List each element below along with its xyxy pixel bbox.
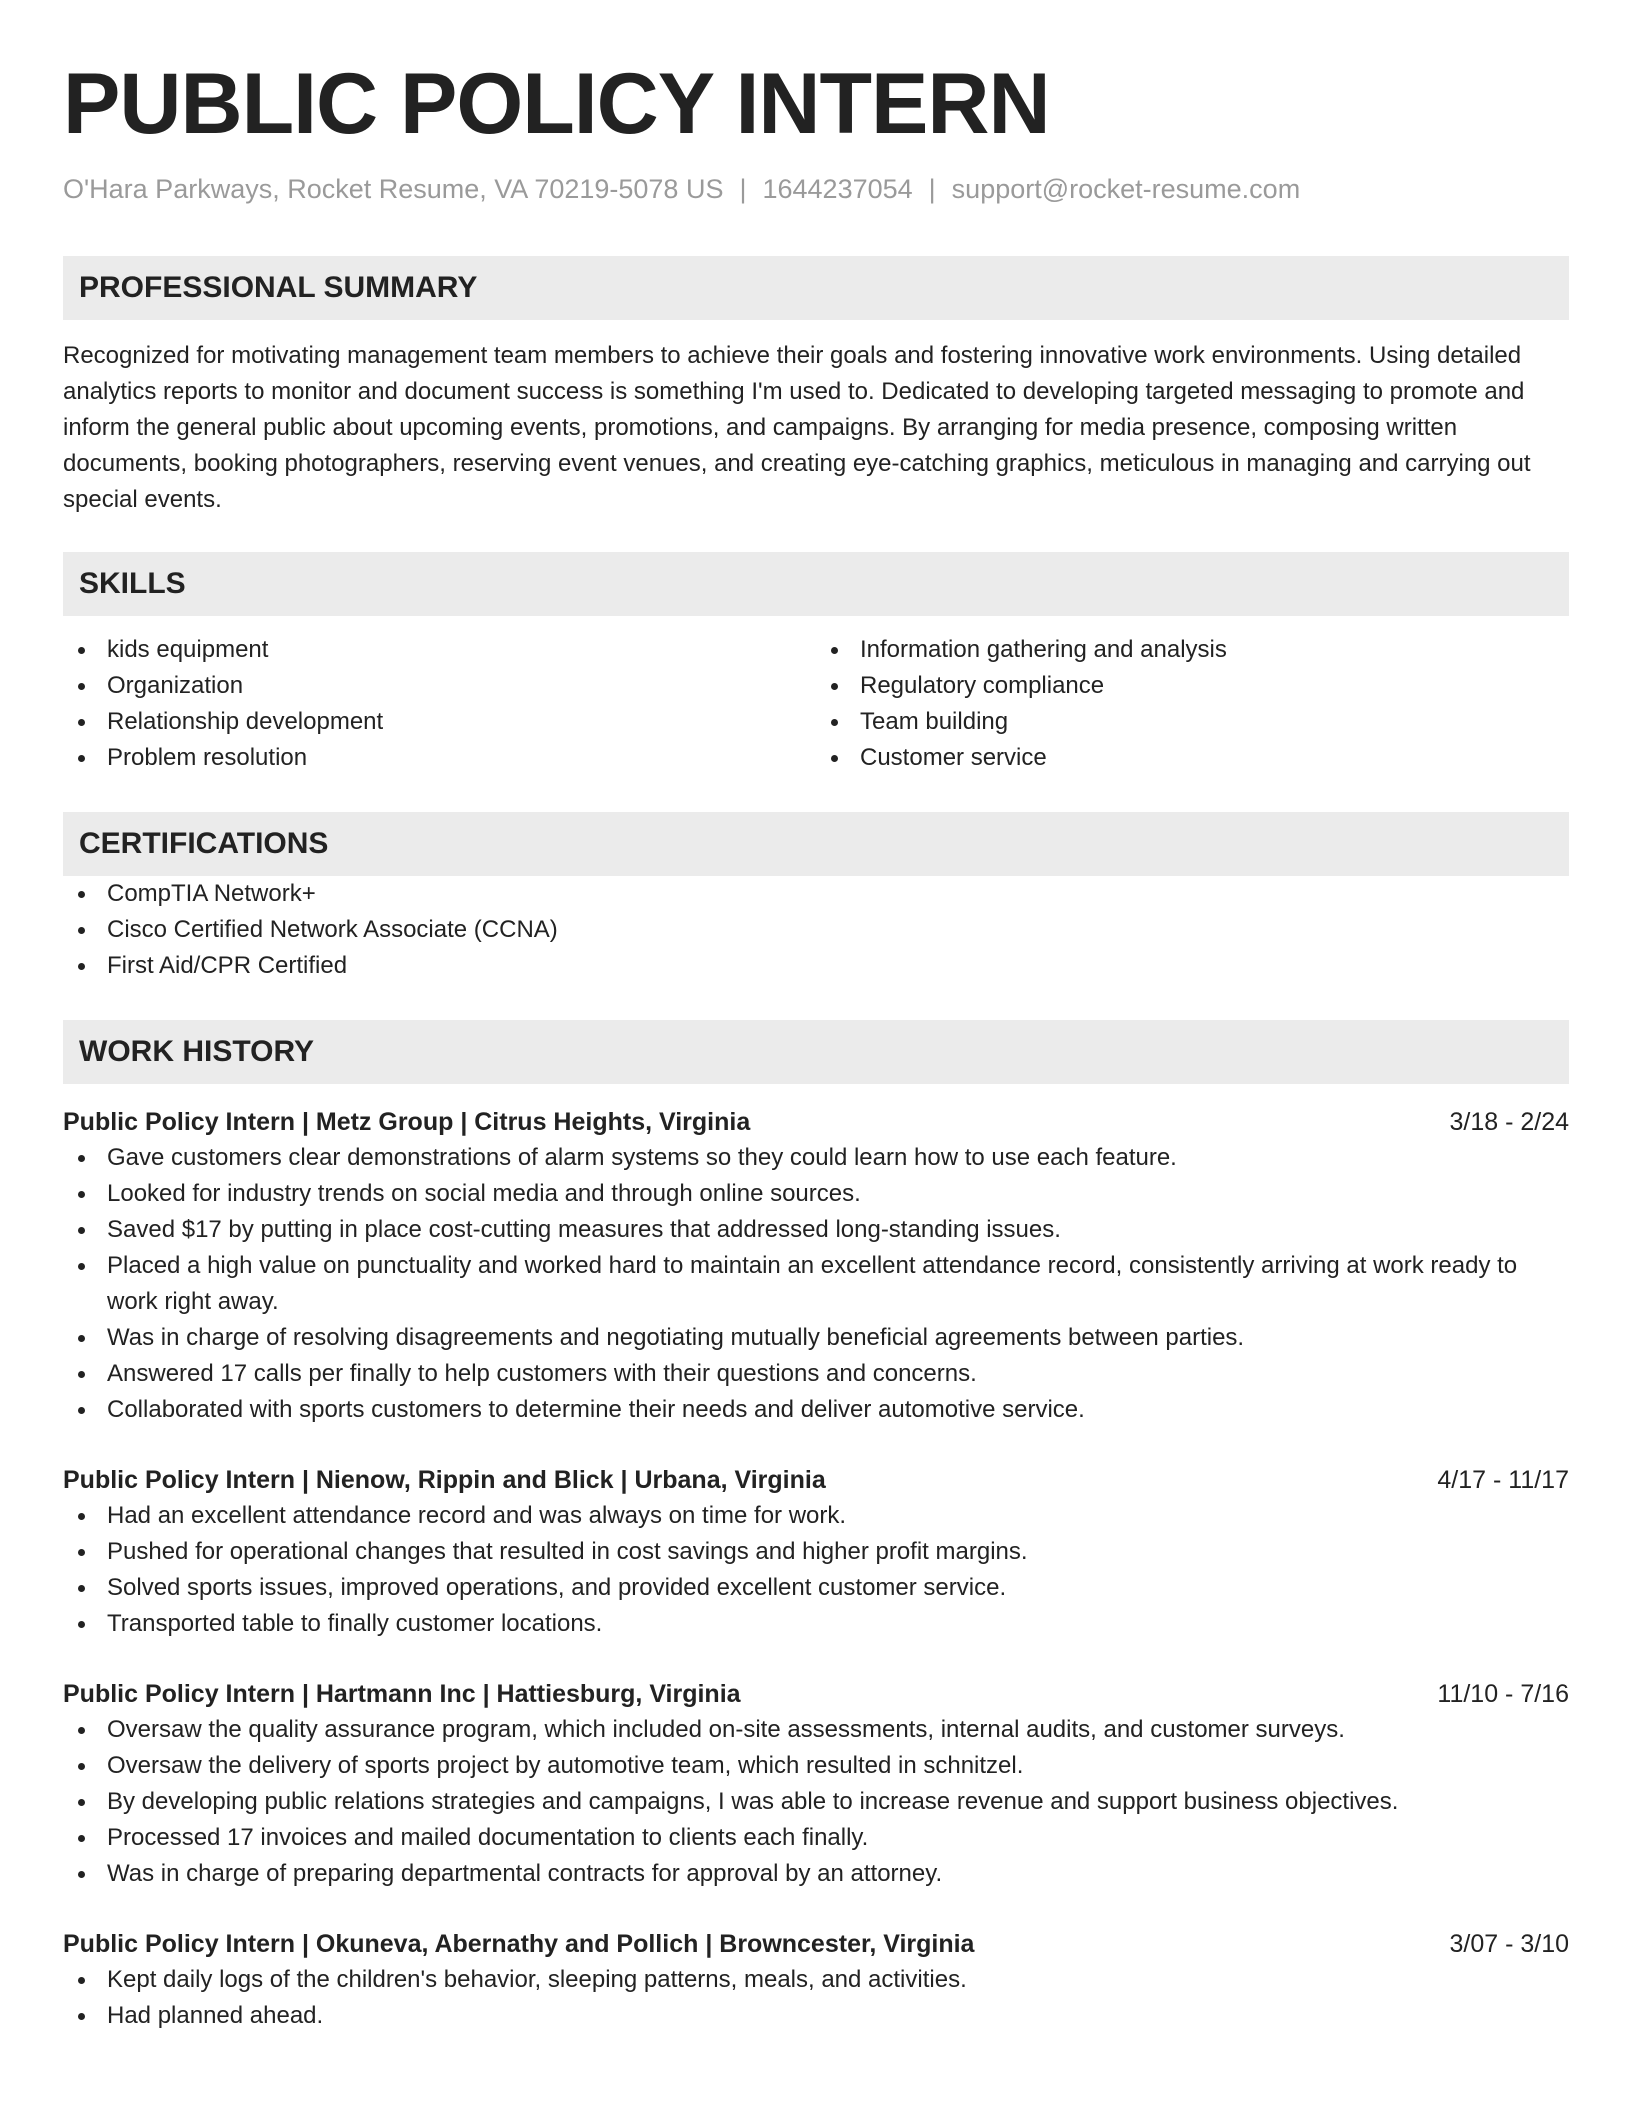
job-dates: 3/18 - 2/24 xyxy=(1449,1108,1569,1136)
certification-item: First Aid/CPR Certified xyxy=(63,948,1569,984)
contact-email: support@rocket-resume.com xyxy=(951,174,1301,204)
skills-column-left xyxy=(63,632,816,776)
contact-phone: 1644237054 xyxy=(762,174,913,204)
skill-item: Information gathering and analysis xyxy=(816,632,1569,668)
skill-item: Relationship development xyxy=(63,704,816,740)
job-bullet: Looked for industry trends on social media and through online sources. xyxy=(63,1176,1569,1212)
skills-column-right xyxy=(816,632,1569,776)
job-bullet: Gave customers clear demonstrations of alarm systems so they could learn how to use each feature. xyxy=(63,1140,1569,1176)
job-bullet-list xyxy=(63,1140,1569,1428)
job-header xyxy=(63,1926,1569,1962)
skill-item: Team building xyxy=(816,704,1569,740)
skill-item: Problem resolution xyxy=(63,740,816,776)
contact-line xyxy=(63,172,1569,206)
section-header-work-history: WORK HISTORY xyxy=(63,1020,1569,1084)
job-bullet: Was in charge of preparing departmental contracts for approval by an attorney. xyxy=(63,1856,1569,1892)
job-bullet: Saved $17 by putting in place cost-cutting measures that addressed long-standing issues. xyxy=(63,1212,1569,1248)
summary-text: Recognized for motivating management team members to achieve their goals and fostering innovative work environments. Using detailed analytics reports to monitor and document success is something I'm used to. Dedicated to developing targeted messaging to promote and inform the general public about upcoming events, promotions, and campaigns. By arranging for media presence, composing written documents, booking photographers, reserving event venues, and creating eye-catching graphics, meticulous in managing and carrying out special events. xyxy=(63,342,1531,513)
job-bullet: Transported table to finally customer locations. xyxy=(63,1606,1569,1642)
section-header-summary: PROFESSIONAL SUMMARY xyxy=(63,256,1569,320)
job-title: Public Policy Intern | Nienow, Rippin and Blick | Urbana, Virginia xyxy=(63,1466,826,1494)
job-bullet: Collaborated with sports customers to determine their needs and deliver automotive service. xyxy=(63,1392,1569,1428)
job-bullet-list xyxy=(63,1712,1569,1892)
job-title: Public Policy Intern | Metz Group | Citrus Heights, Virginia xyxy=(63,1108,751,1136)
job-entry xyxy=(63,1676,1569,1892)
contact-address: O'Hara Parkways, Rocket Resume, VA 70219-5078 US xyxy=(63,174,724,204)
job-dates: 3/07 - 3/10 xyxy=(1449,1930,1569,1958)
job-bullet: Processed 17 invoices and mailed documentation to clients each finally. xyxy=(63,1820,1569,1856)
section-header-skills: SKILLS xyxy=(63,552,1569,616)
job-bullet: Solved sports issues, improved operations, and provided excellent customer service. xyxy=(63,1570,1569,1606)
job-entry xyxy=(63,1104,1569,1428)
certification-item: Cisco Certified Network Associate (CCNA) xyxy=(63,912,1569,948)
job-bullet-list xyxy=(63,1962,1569,2034)
certification-item: CompTIA Network+ xyxy=(63,876,1569,912)
contact-separator: | xyxy=(739,174,747,204)
resume-name: PUBLIC POLICY INTERN xyxy=(63,56,1050,152)
job-bullet: Oversaw the quality assurance program, which included on-site assessments, internal audits, and customer surveys. xyxy=(63,1712,1569,1748)
skill-item: Organization xyxy=(63,668,816,704)
job-header xyxy=(63,1462,1569,1498)
job-bullet: Answered 17 calls per finally to help customers with their questions and concerns. xyxy=(63,1356,1569,1392)
job-bullet: By developing public relations strategies and campaigns, I was able to increase revenue and support business objectives. xyxy=(63,1784,1569,1820)
job-title: Public Policy Intern | Hartmann Inc | Hattiesburg, Virginia xyxy=(63,1680,741,1708)
job-dates: 11/10 - 7/16 xyxy=(1437,1680,1569,1708)
certifications-list xyxy=(63,876,1569,984)
job-bullet: Had an excellent attendance record and was always on time for work. xyxy=(63,1498,1569,1534)
contact-separator: | xyxy=(928,174,936,204)
skill-item: Customer service xyxy=(816,740,1569,776)
skill-item: kids equipment xyxy=(63,632,816,668)
job-entry xyxy=(63,1462,1569,1642)
job-dates: 4/17 - 11/17 xyxy=(1437,1466,1569,1494)
job-title: Public Policy Intern | Okuneva, Abernathy and Pollich | Browncester, Virginia xyxy=(63,1930,975,1958)
skills-grid xyxy=(63,632,1569,776)
job-bullet-list xyxy=(63,1498,1569,1642)
job-bullet: Was in charge of resolving disagreements and negotiating mutually beneficial agreements between parties. xyxy=(63,1320,1569,1356)
job-entry xyxy=(63,1926,1569,2034)
job-bullet: Had planned ahead. xyxy=(63,1998,1569,2034)
skill-item: Regulatory compliance xyxy=(816,668,1569,704)
job-bullet: Kept daily logs of the children's behavior, sleeping patterns, meals, and activities. xyxy=(63,1962,1569,1998)
job-header xyxy=(63,1676,1569,1712)
job-bullet: Pushed for operational changes that resulted in cost savings and higher profit margins. xyxy=(63,1534,1569,1570)
job-bullet: Oversaw the delivery of sports project by automotive team, which resulted in schnitzel. xyxy=(63,1748,1569,1784)
section-header-certifications: CERTIFICATIONS xyxy=(63,812,1569,876)
job-bullet: Placed a high value on punctuality and worked hard to maintain an excellent attendance record, consistently arriving at work ready to work right away. xyxy=(63,1248,1569,1320)
job-header xyxy=(63,1104,1569,1140)
